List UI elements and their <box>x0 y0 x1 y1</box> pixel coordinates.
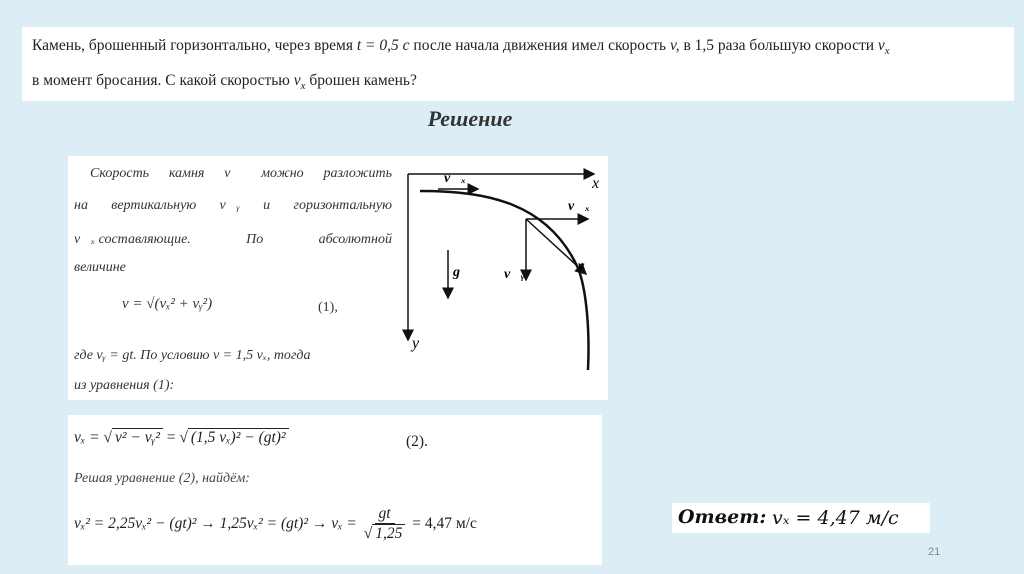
problem-text: брошен камень? <box>305 72 417 89</box>
vx-subscript: x <box>300 80 306 93</box>
y-axis-label: y <box>412 335 420 352</box>
eq2-lhs: vₓ = <box>74 429 104 446</box>
word: разложить <box>323 166 392 181</box>
word: абсолютной <box>318 232 392 247</box>
vx-subscript: x <box>884 45 890 58</box>
explanation-line-2 <box>74 198 392 214</box>
eq2-root-1: v² − vᵧ² <box>112 428 163 446</box>
word: горизонтальную <box>293 198 392 213</box>
time-value: t = 0,5 c <box>356 37 410 54</box>
eq3-chain: vₓ² = 2,25vₓ² − (gt)² → 1,25vₓ² = (gt)² → vₓ = <box>74 515 361 533</box>
word: v⃗ₓ составляющие. <box>74 232 191 247</box>
explanation-line-4: величине <box>74 260 126 275</box>
explanation-line-1 <box>90 166 392 182</box>
vx-top-label: v⃗ₓ <box>444 171 466 186</box>
explanation-line-6: из уравнения (1): <box>74 378 175 393</box>
problem-line-1 <box>32 37 890 57</box>
answer-label: Ответ: <box>678 506 767 528</box>
word: вертикальную <box>111 198 197 213</box>
speed-symbol: v, <box>670 37 680 54</box>
problem-text: Камень, брошенный горизонтально, через время <box>32 37 357 54</box>
explanation-line-5: где vᵧ = gt. По условию v = 1,5 vₓ, тогда <box>74 348 311 363</box>
word: на <box>74 198 88 213</box>
word: и <box>263 198 271 213</box>
eq3-fraction <box>364 505 406 544</box>
trajectory-diagram <box>398 158 606 398</box>
equations-panel <box>68 415 602 565</box>
equation-1-number: (1), <box>318 300 338 315</box>
eq3-denominator-value: 1,25 <box>372 524 405 542</box>
page-number: 21 <box>928 546 941 558</box>
explanation-panel <box>68 156 608 400</box>
word: Скорость <box>90 166 150 181</box>
vx-right-label: v⃗ₓ <box>568 199 590 214</box>
vx-symbol: v <box>877 37 885 54</box>
equation-2: vₓ = √ v² − vᵧ² = √ (1,5 vₓ)² − (gt)² <box>74 429 289 447</box>
problem-text: в 1,5 раза большую скорости <box>679 37 878 54</box>
eq3-denominator: √ 1,25 <box>364 524 406 544</box>
x-axis-label: x <box>592 175 600 192</box>
vx-symbol: v <box>293 72 301 89</box>
problem-text: после начала движения имел скорость <box>409 37 670 54</box>
equation-1 <box>122 296 212 313</box>
explanation-line-3 <box>74 232 392 248</box>
velocity-arrow <box>526 219 586 274</box>
word: можно <box>261 166 304 181</box>
problem-text: в момент бросания. С какой скоростью <box>32 72 294 89</box>
eq3-numerator: gt <box>375 505 395 524</box>
vy-label: v⃗ᵧ <box>504 267 525 282</box>
velocity-vector-symbol: v⃗ <box>224 166 242 181</box>
problem-statement <box>22 27 1014 101</box>
eq3-result: = 4,47 м/с <box>408 515 477 533</box>
velocity-label: v⃗ <box>578 259 596 274</box>
solving-text: Решая уравнение (2), найдём: <box>74 471 250 486</box>
equation-2-number: (2). <box>406 433 428 450</box>
eq1-lhs: v = <box>122 296 147 312</box>
equation-3 <box>74 505 477 544</box>
word: камня <box>168 166 205 181</box>
answer-box <box>672 503 930 533</box>
problem-line-2 <box>32 72 417 92</box>
solution-heading: Решение <box>427 106 513 131</box>
vy-vector-symbol: v⃗ᵧ <box>219 198 240 213</box>
answer-value: vₓ = 4,47 м/с <box>772 507 899 529</box>
word: По <box>246 232 264 247</box>
eq2-root-2: (1,5 vₓ)² − (gt)² <box>188 428 289 446</box>
eq1-rhs: √(vₓ² + vᵧ²) <box>146 296 213 312</box>
gravity-label: g⃗ <box>453 265 471 280</box>
